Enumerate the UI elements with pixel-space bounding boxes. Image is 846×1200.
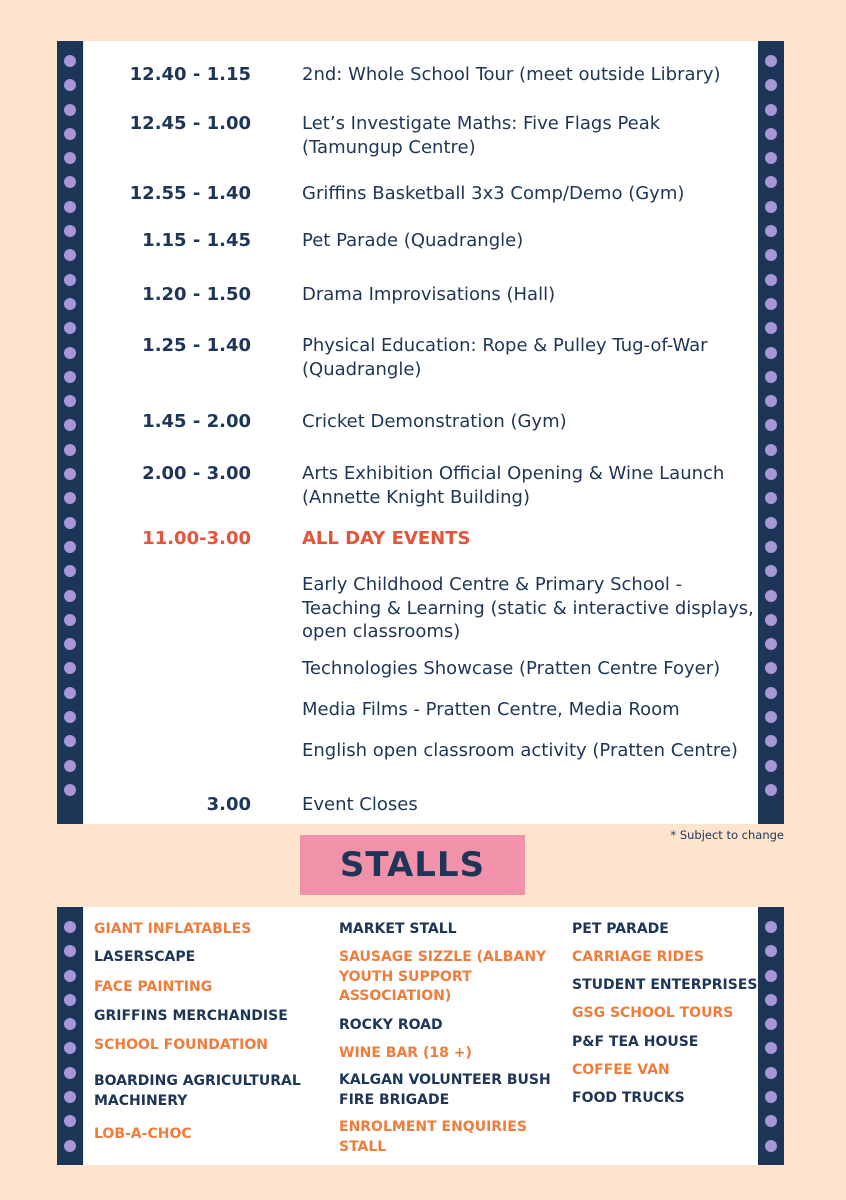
film-hole (64, 760, 76, 772)
schedule-time: 3.00 (206, 794, 251, 815)
film-hole (765, 322, 777, 334)
schedule-time: 1.25 - 1.40 (142, 335, 251, 356)
film-hole (64, 444, 76, 456)
film-hole (64, 994, 76, 1006)
film-hole (765, 274, 777, 286)
schedule-time: 11.00-3.00 (142, 528, 251, 549)
schedule-event: Drama Improvisations (Hall) (302, 284, 556, 305)
schedule-event: Early Childhood Centre & Primary School - Teaching & Learning (static & interactive displays, open classrooms) (302, 574, 754, 642)
film-hole (64, 128, 76, 140)
film-hole (64, 55, 76, 67)
film-strip-left (57, 41, 83, 824)
schedule-event: Pet Parade (Quadrangle) (302, 230, 524, 251)
film-hole (64, 687, 76, 699)
film-hole (64, 541, 76, 553)
film-hole (765, 614, 777, 626)
film-hole (64, 614, 76, 626)
stall-item: PET PARADE (572, 921, 669, 937)
stall-item: FACE PAINTING (94, 979, 213, 995)
schedule-time: 1.45 - 2.00 (142, 411, 251, 432)
stall-item: ENROLMENT ENQUIRIES STALL (339, 1119, 527, 1155)
schedule-event: Media Films - Pratten Centre, Media Room (302, 699, 680, 720)
film-hole (765, 921, 777, 933)
film-hole (64, 79, 76, 91)
film-hole (765, 395, 777, 407)
stall-item: ROCKY ROAD (339, 1017, 443, 1033)
schedule-time: 1.15 - 1.45 (142, 230, 251, 251)
schedule-event: Let’s Investigate Maths: Five Flags Peak (Tamungup Centre) (302, 113, 661, 158)
schedule-event: Griffins Basketball 3x3 Comp/Demo (Gym) (302, 183, 685, 204)
film-hole (765, 638, 777, 650)
film-hole (765, 176, 777, 188)
film-hole (765, 55, 777, 67)
film-hole (64, 1091, 76, 1103)
stall-item: GIANT INFLATABLES (94, 921, 252, 937)
film-hole (64, 1140, 76, 1152)
stall-item: WINE BAR (18 +) (339, 1045, 472, 1061)
film-strip-right (758, 41, 784, 824)
film-hole (765, 225, 777, 237)
schedule-event: Event Closes (302, 794, 418, 815)
film-hole (64, 468, 76, 480)
film-hole (64, 419, 76, 431)
stall-item: GSG SCHOOL TOURS (572, 1005, 734, 1021)
film-hole (64, 662, 76, 674)
film-hole (765, 249, 777, 261)
film-hole (765, 104, 777, 116)
schedule-time: 12.45 - 1.00 (129, 113, 251, 134)
film-hole (765, 79, 777, 91)
film-hole (765, 468, 777, 480)
film-hole (64, 176, 76, 188)
film-hole (64, 371, 76, 383)
film-hole (765, 371, 777, 383)
film-hole (64, 565, 76, 577)
schedule-event: 2nd: Whole School Tour (meet outside Library) (302, 64, 721, 85)
film-strip-right-stalls (758, 907, 784, 1165)
film-hole (765, 1115, 777, 1127)
schedule-time: 12.55 - 1.40 (129, 183, 251, 204)
film-hole (765, 945, 777, 957)
film-hole (765, 711, 777, 723)
film-hole (64, 1018, 76, 1030)
schedule-event: Physical Education: Rope & Pulley Tug-of-War (Quadrangle) (302, 335, 708, 380)
stall-item: KALGAN VOLUNTEER BUSH FIRE BRIGADE (339, 1072, 551, 1108)
film-hole (765, 760, 777, 772)
film-hole (765, 298, 777, 310)
film-hole (765, 152, 777, 164)
stall-item: FOOD TRUCKS (572, 1090, 685, 1106)
film-hole (765, 444, 777, 456)
film-hole (765, 201, 777, 213)
film-hole (765, 565, 777, 577)
subject-to-change-note: * Subject to change (670, 828, 784, 842)
film-hole (64, 1067, 76, 1079)
stalls-heading: STALLS (300, 835, 525, 895)
stall-item: CARRIAGE RIDES (572, 949, 704, 965)
film-hole (64, 298, 76, 310)
film-hole (64, 784, 76, 796)
film-hole (765, 994, 777, 1006)
schedule-time: 12.40 - 1.15 (129, 64, 251, 85)
film-hole (64, 1042, 76, 1054)
schedule-event: English open classroom activity (Pratten Centre) (302, 740, 738, 761)
film-hole (64, 347, 76, 359)
film-hole (765, 347, 777, 359)
film-hole (64, 711, 76, 723)
film-hole (64, 590, 76, 602)
film-hole (64, 945, 76, 957)
film-hole (64, 395, 76, 407)
film-hole (64, 1115, 76, 1127)
schedule-event: Arts Exhibition Official Opening & Wine Launch (Annette Knight Building) (302, 463, 725, 508)
schedule-event: ALL DAY EVENTS (302, 528, 471, 549)
film-hole (765, 687, 777, 699)
stall-item: GRIFFINS MERCHANDISE (94, 1008, 288, 1024)
schedule-event: Cricket Demonstration (Gym) (302, 411, 567, 432)
stall-item: MARKET STALL (339, 921, 457, 937)
film-hole (765, 419, 777, 431)
stall-item: BOARDING AGRICULTURAL MACHINERY (94, 1073, 301, 1109)
film-hole (64, 970, 76, 982)
film-hole (64, 921, 76, 933)
film-hole (64, 152, 76, 164)
film-hole (64, 274, 76, 286)
film-hole (64, 492, 76, 504)
film-hole (64, 638, 76, 650)
film-hole (765, 735, 777, 747)
film-hole (765, 1018, 777, 1030)
film-hole (765, 128, 777, 140)
film-hole (765, 1042, 777, 1054)
film-hole (765, 662, 777, 674)
film-hole (765, 590, 777, 602)
stall-item: STUDENT ENTERPRISES (572, 977, 758, 993)
film-hole (765, 970, 777, 982)
stall-item: P&F TEA HOUSE (572, 1034, 699, 1050)
film-hole (64, 517, 76, 529)
stall-item: SAUSAGE SIZZLE (ALBANY YOUTH SUPPORT ASSOCIATION) (339, 949, 547, 1004)
stall-item: COFFEE VAN (572, 1062, 670, 1078)
stall-item: LASERSCAPE (94, 949, 196, 965)
schedule-time: 1.20 - 1.50 (142, 284, 251, 305)
film-hole (765, 517, 777, 529)
film-hole (64, 104, 76, 116)
film-hole (765, 541, 777, 553)
film-hole (64, 201, 76, 213)
film-hole (765, 784, 777, 796)
film-strip-left-stalls (57, 907, 83, 1165)
film-hole (64, 225, 76, 237)
film-hole (765, 1067, 777, 1079)
film-hole (765, 1140, 777, 1152)
film-hole (765, 1091, 777, 1103)
film-hole (64, 322, 76, 334)
schedule-event: Technologies Showcase (Pratten Centre Foyer) (302, 658, 721, 679)
schedule-time: 2.00 - 3.00 (142, 463, 251, 484)
film-hole (64, 735, 76, 747)
stall-item: SCHOOL FOUNDATION (94, 1037, 268, 1053)
film-hole (765, 492, 777, 504)
stall-item: LOB-A-CHOC (94, 1126, 192, 1142)
film-hole (64, 249, 76, 261)
